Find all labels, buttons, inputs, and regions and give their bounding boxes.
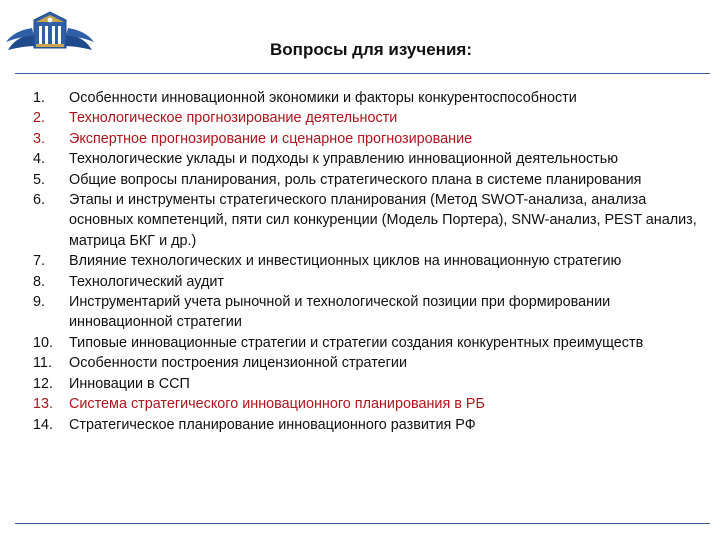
list-item-number: 4. (33, 151, 46, 168)
list-item-number: 12. (33, 375, 54, 392)
list-item-number: 10. (33, 334, 54, 351)
list-item (33, 333, 705, 353)
list-item-text: Система стратегического инновационного планирования в РБ (69, 396, 485, 413)
list-item-text: Особенности инновационной экономики и факторы конкурентоспособности (69, 90, 577, 106)
list-item (33, 292, 705, 333)
list-item-number: 3. (33, 130, 46, 147)
list-item (33, 272, 705, 292)
list-item-text: Типовые инновационные стратегии и стратегии создания конкурентных преимуществ (69, 334, 644, 351)
list-item-number: 5. (33, 171, 46, 188)
page-title (0, 40, 720, 60)
list-item-number: 8. (33, 273, 46, 290)
page-title-text: Вопросы для изучения: (270, 40, 472, 59)
list-item (33, 170, 705, 190)
top-divider (15, 73, 710, 74)
list-item-text: Влияние технологических и инвестиционных циклов на инновационную стратегию (69, 253, 622, 270)
list-item (33, 394, 705, 414)
list-item-text: Инструментарий учета рыночной и технологической позиции при формировании инновационной стратегии (69, 294, 611, 331)
list-item (33, 251, 705, 271)
bottom-divider (15, 523, 710, 524)
list-item-text: Технологические уклады и подходы к управлению инновационной деятельностью (69, 151, 619, 168)
list-item (33, 190, 705, 251)
list-item (33, 415, 705, 435)
list-item-text: Особенности построения лицензионной стратегии (69, 355, 408, 372)
list-item-number: 14. (33, 416, 54, 433)
list-item-text: Инновации в ССП (69, 375, 190, 392)
list-item (33, 374, 705, 394)
list-item-number: 1. (33, 90, 46, 106)
list-item (33, 108, 705, 128)
list-item-number: 13. (33, 396, 54, 413)
list-item-number: 11. (33, 355, 52, 372)
list-item-text: Общие вопросы планирования, роль стратегического плана в системе планирования (69, 171, 642, 188)
list-item-text: Технологическое прогнозирование деятельности (69, 110, 398, 127)
list-item (33, 88, 705, 108)
list-item (33, 353, 705, 373)
list-item-text: Экспертное прогнозирование и сценарное прогнозирование (69, 130, 473, 147)
list-item (33, 129, 705, 149)
list-item (33, 149, 705, 169)
list-item-text: Технологический аудит (69, 273, 225, 290)
topics-list (33, 88, 705, 435)
list-item-number: 6. (33, 192, 46, 209)
list-item-text: Стратегическое планирование инновационного развития РФ (69, 416, 476, 433)
list-item-number: 2. (33, 110, 46, 127)
list-item-text: Этапы и инструменты стратегического планирования (Метод SWOT-анализа, анализа основных компетенций, пяти сил конкуренции (Модель Портера), SNW-анализ, PEST анализ, матрица БКГ и др.) (69, 192, 697, 249)
list-item-number: 9. (33, 294, 46, 311)
list-item-number: 7. (33, 253, 46, 270)
